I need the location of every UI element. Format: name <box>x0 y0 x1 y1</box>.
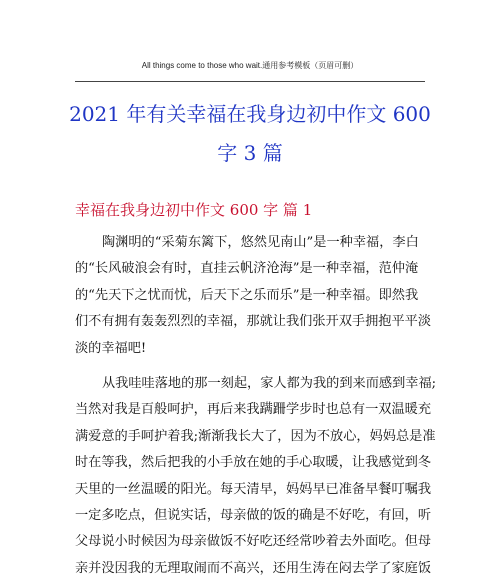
paragraph-2 <box>75 371 435 582</box>
paragraph-line: 满爱意的手呵护着我;渐渐我长大了，因为不放心，妈妈总是准 <box>75 428 436 444</box>
paragraph-1 <box>75 230 435 362</box>
section-heading: 幸福在我身边初中作文 600 字 篇 1 <box>75 201 313 219</box>
paragraph-line: 时在等我，然后把我的小手放在她的手心取暖，让我感觉到冬 <box>75 455 432 471</box>
paragraph-line: 当然对我是百般呵护，再后来我蹒跚学步时也总有一双温暖充 <box>75 402 432 418</box>
document-title-line-1: 2021 年有关幸福在我身边初中作文 600 <box>69 102 431 126</box>
paragraph-line: 天里的一丝温暖的阳光。每天清早，妈妈早已准备早餐叮嘱我 <box>75 481 432 497</box>
paragraph-line: 亲并没因我的无理取闹而不高兴，还用生涛在闷去学了家庭饭 <box>75 560 432 576</box>
paragraph-line: 陶渊明的“采菊东篱下，悠然见南山”是一种幸福，李白 <box>102 235 419 250</box>
page-header-text: All things come to those who wait.通用参考模板（页眉可删） <box>141 61 359 70</box>
header-divider <box>75 81 425 82</box>
paragraph-line: 的“长风破浪会有时，直挂云帆济沧海”是一种幸福，范仲淹 <box>75 261 419 277</box>
paragraph-line: 从我哇哇落地的那一刻起，家人都为我的到来而感到幸福; <box>102 376 437 391</box>
paragraph-line: 们不有拥有轰轰烈烈的幸福，那就让我们张开双手拥抱平平淡 <box>75 314 432 330</box>
paragraph-line: 的“先天下之忧而忧，后天下之乐而乐”是一种幸福。即然我 <box>75 287 419 303</box>
paragraph-line: 一定多吃点，但说实话，母亲做的饭的确是不好吃，有回，听 <box>75 507 432 523</box>
paragraph-line: 父母说小时候因为母亲做饭不好吃还经常吵着去外面吃。但母 <box>75 534 432 550</box>
paragraph-line: 淡的幸福吧! <box>75 340 147 356</box>
document-title-line-2: 字 3 篇 <box>217 141 283 165</box>
